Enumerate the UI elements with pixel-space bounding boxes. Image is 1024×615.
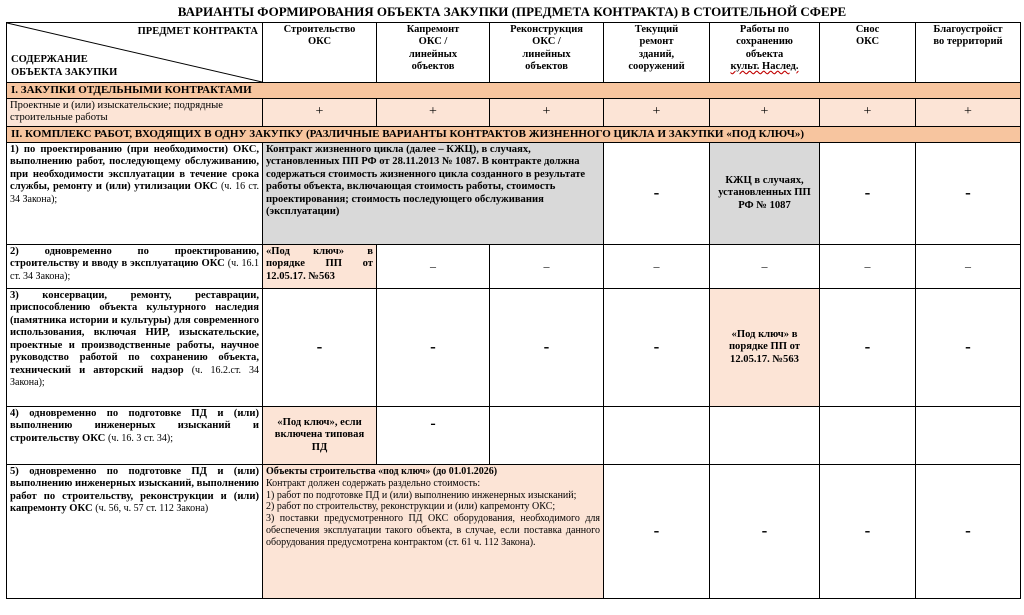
- empty-cell: [820, 406, 916, 464]
- dash-cell: –: [604, 244, 710, 288]
- section-1-row: [7, 98, 1021, 126]
- empty-cell: [916, 406, 1021, 464]
- col-header-snos: Снос ОКС: [820, 23, 916, 83]
- header-corner-cell: [7, 23, 263, 83]
- dash-cell: -: [604, 288, 710, 406]
- dash-cell: –: [916, 244, 1021, 288]
- dash-cell: -: [377, 406, 490, 464]
- row-1-label: 1) по проектированию (при необходимости) ОКС, выполнению работ, последующему обслуживанию, при необходимости эксплуатации в течение срока службы, ремонту и (или) утилизации ОКС (ч. 16 ст. 34 Закона);: [7, 142, 263, 244]
- dash-cell: –: [820, 244, 916, 288]
- empty-cell: [604, 406, 710, 464]
- pod-klyuch-cell: «Под ключ» в порядке ПП от 12.05.17. №563: [710, 288, 820, 406]
- row-2-label: 2) одновременно по проектированию, строительству и вводу в эксплуатацию ОКС (ч. 16.1 ст. 34 Закона);: [7, 244, 263, 288]
- pod-klyuch-cell: «Под ключ» в порядке ПП от 12.05.17. №563: [263, 244, 377, 288]
- header-row: [7, 23, 1021, 83]
- pod-klyuch-cell: «Под ключ», если включена типовая ПД: [263, 406, 377, 464]
- dash-cell: -: [263, 288, 377, 406]
- plus-cell: +: [710, 98, 820, 126]
- dash-cell: -: [604, 142, 710, 244]
- objects-turnkey-cell: [263, 464, 604, 598]
- dash-cell: -: [820, 464, 916, 598]
- kzhc-description-cell: Контракт жизненного цикла (далее – КЖЦ), в случаях, установленных ПП РФ от 28.11.2013 № 1087. В контракте должна содержаться стоимость жизненного цикла созданного в результате работы объекта, включающая стоимость работы, стоимость проектирования; стоимость последующего обслуживания (эксплуатации): [263, 142, 604, 244]
- table-row: [7, 288, 1021, 406]
- dash-cell: -: [710, 464, 820, 598]
- table-row: [7, 464, 1021, 598]
- col-header-kultnasledie: Работы по сохранению объекта культ. Наслед.: [710, 23, 820, 83]
- empty-cell: [710, 406, 820, 464]
- row-4-label: 4) одновременно по подготовке ПД и (или) выполнению инженерных изысканий и строительству ОКС (ч. 16. 3 ст. 34);: [7, 406, 263, 464]
- plus-cell: +: [263, 98, 377, 126]
- plus-cell: +: [916, 98, 1021, 126]
- box-line: Контракт должен содержать раздельно стоимость:: [266, 477, 481, 489]
- col-header-rekonstrukciya: Реконструкция ОКС / линейных объектов: [490, 23, 604, 83]
- section-2-title: II. КОМПЛЕКС РАБОТ, ВХОДЯЩИХ В ОДНУ ЗАКУПКУ (РАЗЛИЧНЫЕ ВАРИАНТЫ КОНТРАКТОВ ЖИЗНЕННОГО ЦИКЛА И ЗАКУПКИ «ПОД КЛЮЧ»): [7, 126, 1021, 142]
- kzhc-short-cell: КЖЦ в случаях, установленных ПП РФ № 1087: [710, 142, 820, 244]
- page-title: ВАРИАНТЫ ФОРМИРОВАНИЯ ОБЪЕКТА ЗАКУПКИ (ПРЕДМЕТА КОНТРАКТА) В СТОИТЕЛЬНОЙ СФЕРЕ: [177, 4, 847, 19]
- table-row: [7, 406, 1021, 464]
- plus-cell: +: [820, 98, 916, 126]
- table-row: [7, 142, 1021, 244]
- dash-cell: –: [710, 244, 820, 288]
- dash-cell: –: [377, 244, 490, 288]
- col-header-tekushchiy-remont: Текущий ремонт зданий, сооружений: [604, 23, 710, 83]
- col-header-stroitelstvo: Строительство ОКС: [263, 23, 377, 83]
- section-1-title: I. ЗАКУПКИ ОТДЕЛЬНЫМИ КОНТРАКТАМИ: [7, 83, 1021, 99]
- box-title: Объекты строительства «под ключ» (до 01.01.2026): [266, 465, 498, 477]
- dash-cell: -: [916, 142, 1021, 244]
- table-row: [7, 244, 1021, 288]
- dash-cell: -: [490, 288, 604, 406]
- dash-cell: -: [820, 288, 916, 406]
- plus-cell: +: [490, 98, 604, 126]
- dash-cell: -: [820, 142, 916, 244]
- header-soderzhanie: СОДЕРЖАНИЕ ОБЪЕКТА ЗАКУПКИ: [11, 54, 118, 78]
- box-line: 3) поставки предусмотренного ПД ОКС оборудования, необходимого для обеспечения эксплуатации такого объекта, в случае, если поставка данного оборудования предусмотрена контрактом (ст. 61 ч. 112 Закона).: [266, 513, 600, 548]
- dash-cell: –: [490, 244, 604, 288]
- procurement-table: [6, 22, 1021, 599]
- plus-cell: +: [377, 98, 490, 126]
- dash-cell: -: [916, 464, 1021, 598]
- dash-cell: -: [377, 288, 490, 406]
- header-predmet: ПРЕДМЕТ КОНТРАКТА: [137, 26, 258, 37]
- dash-cell: -: [916, 288, 1021, 406]
- dash-cell: -: [604, 464, 710, 598]
- box-line: 2) работ по строительству, реконструкции и (или) капремонту ОКС;: [266, 501, 556, 513]
- col-header-blagoustroystvo: Благоустройст во территорий: [916, 23, 1021, 83]
- section-1-row-label: Проектные и (или) изыскательские; подрядные строительные работы: [7, 98, 263, 126]
- row-5-label: 5) одновременно по подготовке ПД и (или) выполнению инженерных изысканий, выполнению работ по строительству, реконструкции и (или) капремонту ОКС (ч. 56, ч. 57 ст. 112 Закона): [7, 464, 263, 598]
- col-header-kapremont: Капремонт ОКС / линейных объектов: [377, 23, 490, 83]
- empty-cell: [490, 406, 604, 464]
- row-3-label: 3) консервации, ремонту, реставрации, приспособлению объекта культурного наследия (памятника истории и культуры) для современного использования, включая НИР, изыскательские, проектные и производственные работы, научное руководство работой по сохранению объекта, технический и авторский надзор (ч. 16.2.ст. 34 Закона);: [7, 288, 263, 406]
- box-line: 1) работ по подготовке ПД и (или) выполнению инженерных изысканий;: [266, 489, 577, 501]
- plus-cell: +: [604, 98, 710, 126]
